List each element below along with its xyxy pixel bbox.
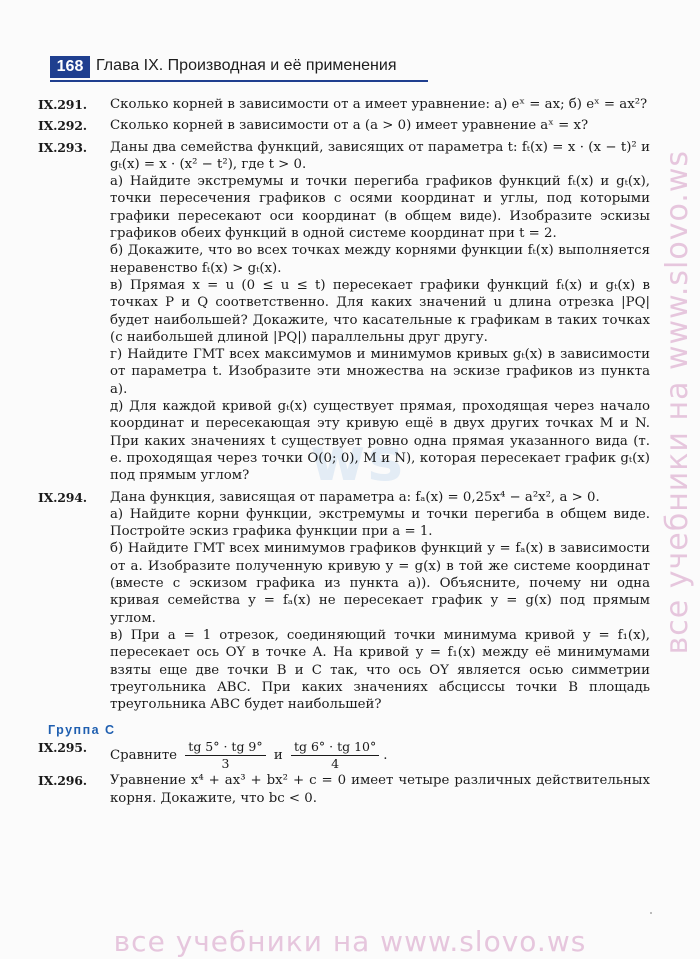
problem-statement: Сколько корней в зависимости от a имеет уравнение: а) eˣ = ax; б) eˣ = ax²? [110, 97, 648, 112]
print-mark [650, 912, 652, 914]
problem-number: IX.296. [38, 773, 87, 789]
problem-subpart: а) Найдите экстремумы и точки перегиба графиков функций fₜ(x) и gₜ(x), точки пересечения графиков с осями координат и углы, под которыми графики пересекают оси координат (в общем виде). Изобразите эскизы графиков обеих функций в одной системе координат при t = 2. [110, 174, 650, 242]
fraction-2 [291, 739, 379, 772]
problem-text [110, 117, 650, 134]
problem-statement: Даны два семейства функций, зависящих от параметра t: fₜ(x) = x · (x − t)² и gₜ(x) = x · (x² − t²), где t > 0. [110, 139, 650, 172]
problem-statement: Сколько корней в зависимости от a (a > 0) имеет уравнение aˣ = x? [110, 118, 589, 134]
problem-number: IX.291. [38, 97, 87, 112]
problem-295 [38, 739, 650, 772]
page-number: 168 [50, 56, 90, 78]
problem-subpart: д) Для каждой кривой gₜ(x) существует прямая, проходящая через начало координат и пересекающая эту кривую ещё в двух других точках M и N. При каких значениях t существует ровно одна прямая указанного вида (т. е. проходящая через точки O(0; 0), M и N), которая пересекает график gₜ(x) под прямым углом? [110, 399, 650, 484]
chapter-title: Глава IX. Производная и её применения [96, 57, 397, 74]
problem-subpart: в) Прямая x = u (0 ≤ u ≤ t) пересекает графики функций fₜ(x) и gₜ(x) в точках P и Q соответственно. Для каких значений u длина отрезка |PQ| будет наибольшей? Докажите, что касательные к графикам в таких точках (с наибольшей длиной |PQ|) параллельны друг другу. [110, 277, 650, 345]
problem-subpart: в) При a = 1 отрезок, соединяющий точки минимума кривой y = f₁(x), пересекает ось OY в точке A. На кривой y = f₁(x) между её минимумами взяты еще две точки B и C так, что ось OY является осью симметрии треугольника ABC. При каких значениях абсциссы точки B площадь треугольника ABC будет наибольшей? [110, 627, 650, 713]
page-content [38, 96, 650, 807]
problem-statement: Дана функция, зависящая от параметра a: fₐ(x) = 0,25x⁴ − a²x², a > 0. [110, 489, 600, 505]
fraction-denominator: 4 [331, 756, 340, 772]
fraction-numerator: tg 6° · tg 10° [291, 739, 379, 756]
problem-text: Уравнение x⁴ + ax³ + bx² + c = 0 имеет четыре различных действительных корня. Докажите, что bc < 0. [110, 773, 650, 806]
problem-subpart: а) Найдите корни функции, экстремумы и точки перегиба в общем виде. Постройте эскиз графика функции при a = 1. [110, 506, 650, 540]
problem-296 [38, 772, 650, 807]
problem-text [110, 139, 650, 485]
watermark-side-text: все учебники на www.slovo.ws [660, 150, 695, 655]
header-rule [50, 80, 428, 82]
problem-subpart: б) Докажите, что во всех точках между корнями функции fₜ(x) выполняется неравенство fₜ(x) > gₜ(x). [110, 243, 650, 276]
watermark-center: ws [310, 425, 406, 495]
problem-subpart: б) Найдите ГМТ всех минимумов графиков функций y = fₐ(x) в зависимости от a. Изобразите полученную кривую y = g(x) в той же системе координат (вместе с эскизом графика из пункта а)). Объясните, почему ни одна кривая семейства y = fₐ(x) не пересекает график y = g(x) под прямым углом. [110, 541, 650, 626]
lead-text: Сравните [110, 748, 178, 764]
fraction-numerator: tg 5° · tg 9° [185, 739, 265, 756]
problem-list [38, 96, 650, 713]
group-heading: Группа C [48, 723, 116, 738]
conjunction: и [273, 748, 283, 764]
tail-punct: . [383, 748, 388, 764]
problem-item [38, 96, 650, 113]
problem-text [110, 489, 650, 714]
problem-item [38, 489, 650, 714]
problem-item [38, 117, 650, 134]
problem-subpart: г) Найдите ГМТ всех максимумов и минимумов кривых gₜ(x) в зависимости от параметра t. Изобразите эти множества на эскизе графиков из пункта а). [110, 347, 650, 397]
fraction-1 [185, 739, 265, 772]
problem-item [38, 139, 650, 485]
problem-number: IX.295. [38, 740, 87, 756]
watermark-bottom: все учебники на www.slovo.ws [113, 925, 587, 958]
problem-number: IX.292. [38, 118, 87, 134]
problem-text [110, 96, 650, 113]
problem-number: IX.294. [38, 489, 87, 505]
problem-number: IX.293. [38, 139, 87, 155]
problem-text [110, 739, 650, 772]
fraction-denominator: 3 [221, 756, 230, 772]
page-header [50, 56, 430, 80]
